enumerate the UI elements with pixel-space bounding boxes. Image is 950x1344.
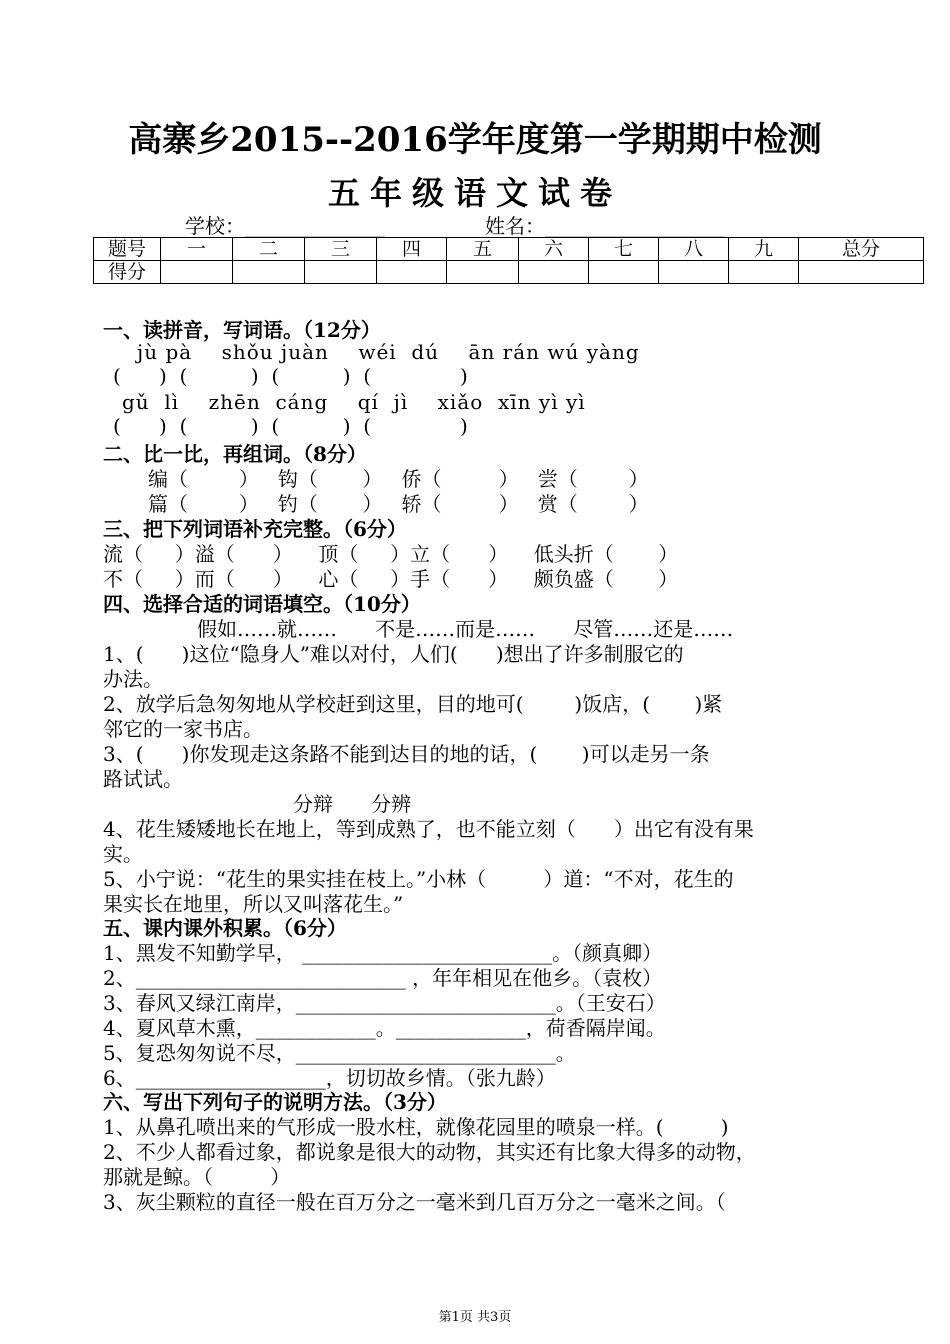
section-3-heading: 三、把下列词语补充完整。（6分） xyxy=(103,517,407,541)
section-4-heading: 四、选择合适的词语填空。（10分） xyxy=(103,592,421,616)
header-cell: 六 xyxy=(519,238,589,261)
header-cell: 题号 xyxy=(94,238,161,261)
compare-row-2[interactable]: 篇（ ） 钓（ ） 轿（ ） 赏（ ） xyxy=(148,492,649,516)
answer-blanks-row-2[interactable]: ( ) ( ) ( ) ( ) xyxy=(113,414,468,438)
header-cell: 八 xyxy=(659,238,729,261)
question-4-5-cont: 果实长在地里，所以又叫落花生。” xyxy=(103,892,404,916)
question-4-1-cont: 办法。 xyxy=(103,667,163,691)
section-2-heading: 二、比一比，再组词。（8分） xyxy=(103,442,367,466)
header-cell: 二 xyxy=(233,238,305,261)
score-cell[interactable] xyxy=(305,261,377,284)
header-cell: 总分 xyxy=(799,238,924,261)
header-cell: 九 xyxy=(729,238,799,261)
poem-question-5[interactable]: 5、复恐匆匆说不尽，__________________________。 xyxy=(103,1041,576,1065)
answer-blanks-row-1[interactable]: ( ) ( ) ( ) ( ) xyxy=(113,364,468,388)
explain-question-2: 2、不少人都看过象，都说象是很大的动物，其实还有比象大得多的动物， xyxy=(103,1140,756,1164)
score-cell[interactable] xyxy=(729,261,799,284)
exam-subtitle: 五年级语文试卷 xyxy=(327,174,622,212)
header-cell: 七 xyxy=(589,238,659,261)
page-footer: 第1页 共3页 xyxy=(438,1310,512,1325)
poem-question-1[interactable]: 1、黑发不知勤学早， _________________________。（颜真卿） xyxy=(103,941,663,965)
exam-title: 高寨乡2015--2016学年度第一学期期中检测 xyxy=(128,120,822,160)
score-table-score-row xyxy=(94,261,924,284)
idiom-row-2[interactable]: 不（ ）而（ ） 心（ ）手（ ） 颇负盛（ ） xyxy=(103,567,679,591)
question-4-3[interactable]: 3、( )你发现走这条路不能到达目的地的话，( )可以走另一条 xyxy=(103,742,710,766)
score-cell[interactable] xyxy=(447,261,519,284)
question-4-4-cont: 实。 xyxy=(103,842,143,866)
header-cell: 五 xyxy=(447,238,519,261)
score-row-label: 得分 xyxy=(94,261,161,284)
question-4-2-cont: 邻它的一家书店。 xyxy=(103,717,263,741)
section-6-heading: 六、写出下列句子的说明方法。（3分） xyxy=(103,1090,447,1114)
score-cell[interactable] xyxy=(659,261,729,284)
question-4-5[interactable]: 5、小宁说：“花生的果实挂在枝上。”小林（ ）道：“不对，花生的 xyxy=(103,867,734,891)
pinyin-row-2: gǔ lì zhēn cáng qí jì xiǎo xīn yì yì xyxy=(122,390,586,414)
compare-row-1[interactable]: 编（ ） 钩（ ） 侨（ ） 尝（ ） xyxy=(148,467,649,491)
header-cell: 四 xyxy=(377,238,447,261)
word-options-1: 假如……就…… 不是……而是…… 尽管……还是…… xyxy=(197,617,734,641)
score-cell[interactable] xyxy=(161,261,233,284)
score-cell[interactable] xyxy=(589,261,659,284)
school-field[interactable]: 学校：______________ xyxy=(185,214,385,238)
explain-question-2-cont[interactable]: 那就是鲸。（ ） xyxy=(103,1165,291,1189)
header-cell: 三 xyxy=(305,238,377,261)
header-cell: 一 xyxy=(161,238,233,261)
score-cell[interactable] xyxy=(519,261,589,284)
word-options-2: 分辩 分辨 xyxy=(293,792,412,816)
poem-question-6[interactable]: 6、___________________，切切故乡情。（张九龄） xyxy=(103,1066,556,1090)
score-cell[interactable] xyxy=(233,261,305,284)
question-4-4[interactable]: 4、花生矮矮地长在地上，等到成熟了，也不能立刻（ ）出它有没有果 xyxy=(103,817,754,841)
question-4-1[interactable]: 1、( )这位“隐身人”难以对付，人们( )想出了许多制服它的 xyxy=(103,642,684,666)
question-4-3-cont: 路试试。 xyxy=(103,767,183,791)
score-table xyxy=(93,237,924,284)
explain-question-3[interactable]: 3、灰尘颗粒的直径一般在百万分之一毫米到几百万分之一毫米之间。（ xyxy=(103,1190,726,1214)
name-field[interactable]: 姓名：__________________ xyxy=(485,214,725,238)
section-1-heading: 一、读拼音，写词语。（12分） xyxy=(103,318,381,342)
question-4-2[interactable]: 2、放学后急匆匆地从学校赶到这里，目的地可( )饭店，( )紧 xyxy=(103,692,723,716)
explain-question-1[interactable]: 1、从鼻孔喷出来的气形成一股水柱，就像花园里的喷泉一样。( ) xyxy=(103,1115,729,1139)
score-cell[interactable] xyxy=(799,261,924,284)
poem-question-3[interactable]: 3、春风又绿江南岸，__________________________。（王安石） xyxy=(103,991,666,1015)
pinyin-row-1: jù pà shǒu juàn wéi dú ān rán wú yàng xyxy=(137,340,640,364)
poem-question-2[interactable]: 2、___________________________ ，年年相见在他乡。（袁枚） xyxy=(103,966,663,990)
poem-question-4[interactable]: 4、夏风草木熏，____________。_____________，荷香隔岸闻。 xyxy=(103,1016,666,1040)
section-5-heading: 五、课内课外积累。（6分） xyxy=(103,916,347,940)
score-cell[interactable] xyxy=(377,261,447,284)
idiom-row-1[interactable]: 流（ ）溢（ ） 顶（ ）立（ ） 低头折（ ） xyxy=(103,542,679,566)
score-table-header-row xyxy=(94,238,924,261)
